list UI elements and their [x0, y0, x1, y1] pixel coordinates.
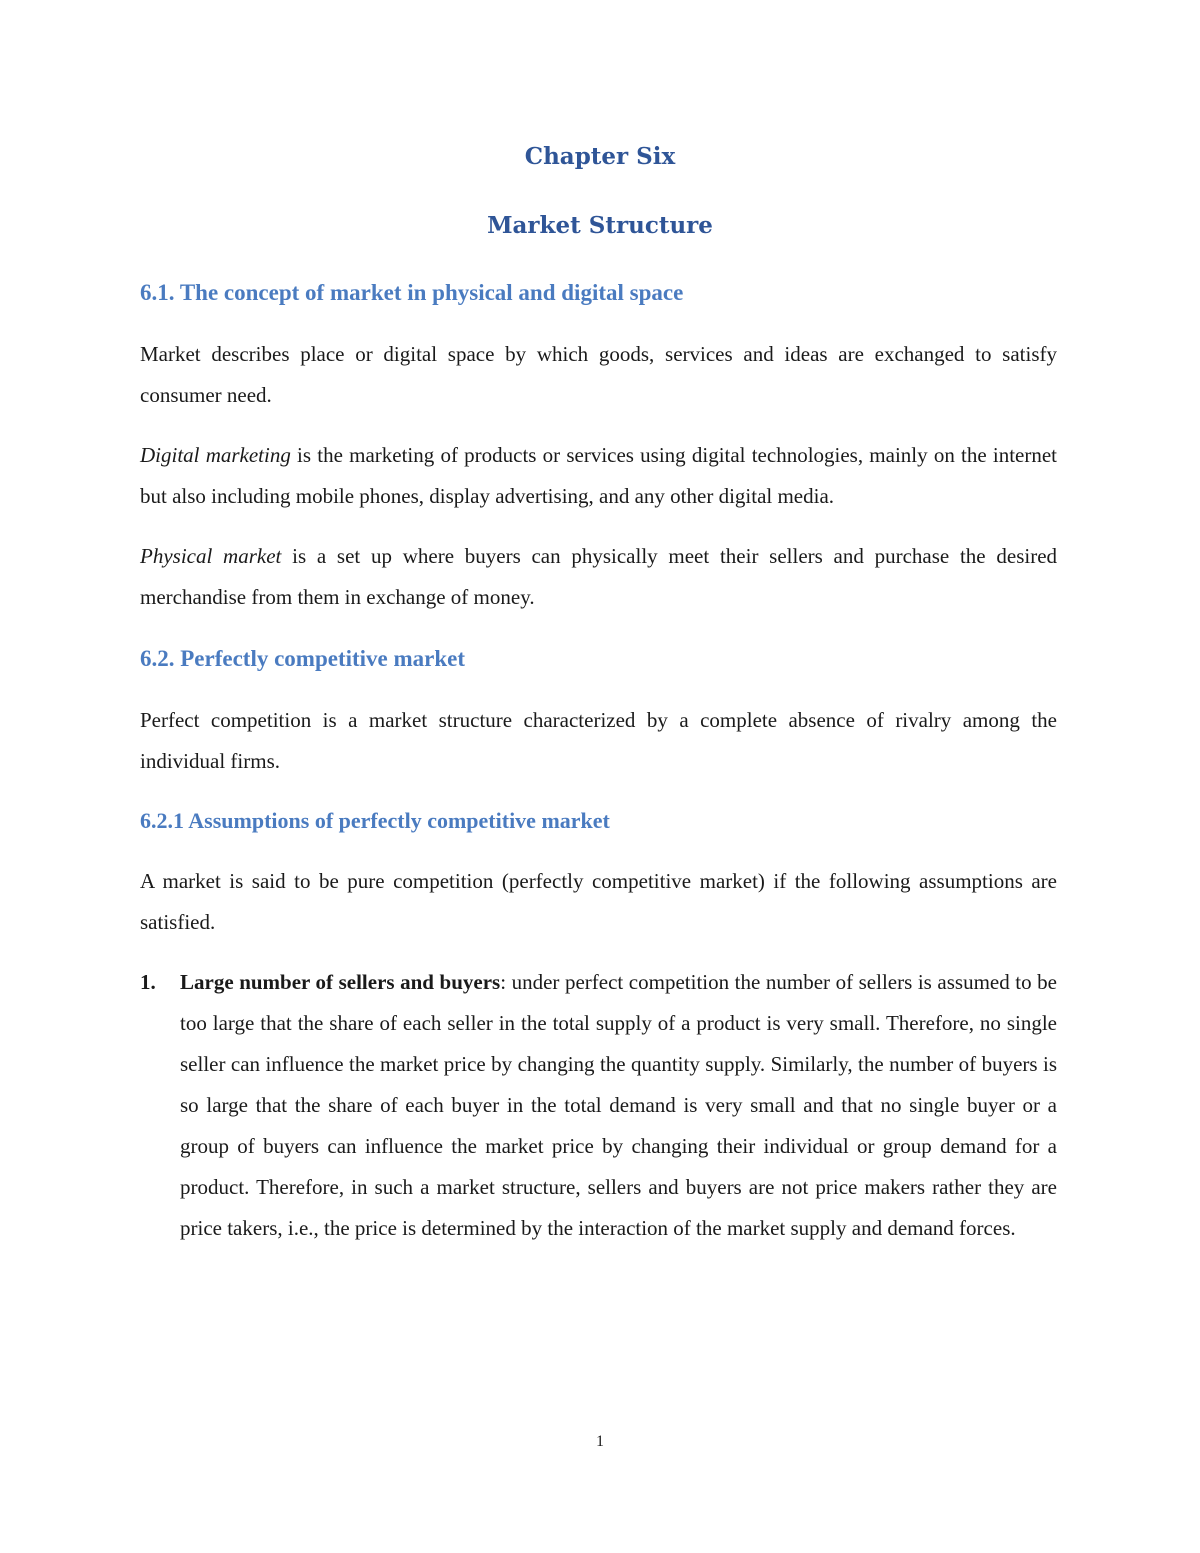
chapter-number-title: Chapter Six — [524, 143, 676, 170]
section-6-1-paragraph-1: Market describes place or digital space by which goods, services and ideas are exchanged to satisfy consumer need. — [140, 342, 1057, 407]
term-digital-marketing: Digital marketing — [140, 443, 291, 467]
section-6-2-paragraph-1: Perfect competition is a market structure characterized by a complete absence of rivalry among the individual firms. — [140, 708, 1057, 773]
section-6-2-1-heading: 6.2.1 Assumptions of perfectly competitive market — [140, 808, 610, 833]
section-6-2-heading: 6.2. Perfectly competitive market — [140, 646, 466, 671]
list-item-term: Large number of sellers and buyers — [180, 970, 501, 994]
term-physical-market: Physical market — [140, 544, 282, 568]
list-item — [140, 962, 1057, 1249]
page-number: 1 — [596, 1433, 604, 1450]
section-6-2-1-paragraph-1: A market is said to be pure competition (perfectly competitive market) if the following assumptions are satisfied. — [140, 869, 1057, 934]
list-item-text: : under perfect competition the number of sellers is assumed to be too large that the share of each seller in the total supply of a product is very small. Therefore, no single seller can influence the market price by changing the quantity supply. Similarly, the number of buyers is so large that the share of each buyer in the total demand is very small and that no single buyer or a group of buyers can influence the market price by changing their individual or group demand for a product. Therefore, in such a market structure, sellers and buyers are not price makers rather they are price takers, i.e., the price is determined by the interaction of the market supply and demand forces. — [180, 970, 1057, 1240]
chapter-name-title: Market Structure — [487, 212, 713, 239]
section-6-1-paragraph-2 — [140, 435, 1057, 517]
section-6-1-paragraph-3 — [140, 536, 1057, 618]
section-6-1-heading: 6.1. The concept of market in physical and digital space — [140, 280, 684, 305]
assumptions-list — [140, 962, 1057, 1249]
physical-market-definition: is a set up where buyers can physically meet their sellers and purchase the desired merchandise from them in exchange of money. — [140, 544, 1058, 609]
list-item-number: 1. — [140, 970, 156, 994]
digital-marketing-definition: is the marketing of products or services using digital technologies, mainly on the internet but also including mobile phones, display advertising, and any other digital media. — [140, 443, 1058, 508]
